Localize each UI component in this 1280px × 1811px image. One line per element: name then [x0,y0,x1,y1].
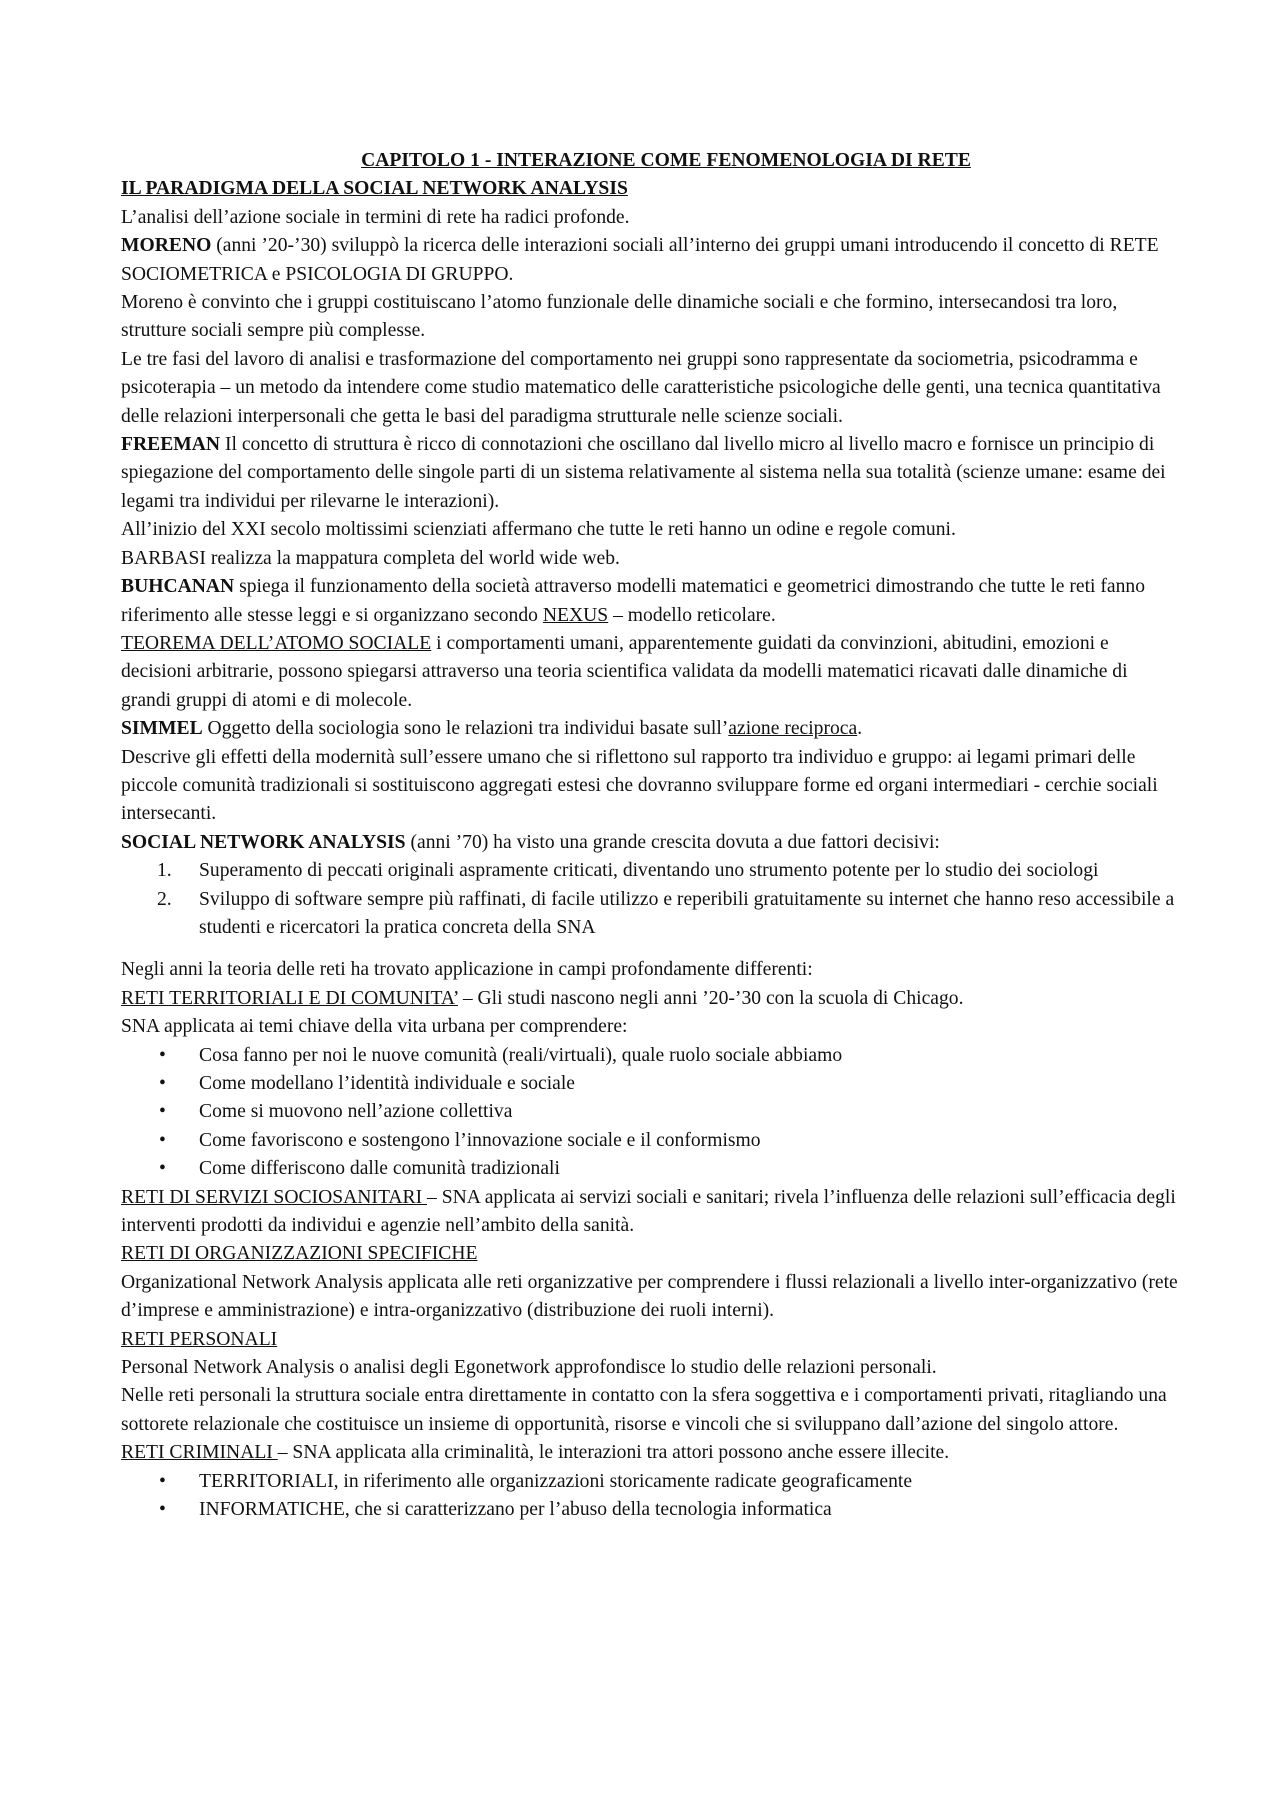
list-item [121,857,1181,885]
list-item [121,1042,1181,1070]
list-item-text: INFORMATICHE, che si caratterizzano per l’abuso della tecnologia informatica [199,1499,832,1521]
bullet-icon: • [159,1101,166,1123]
buhcanan-text: spiega il funzionamento della società attraverso modelli matematici e geometrici dimostrando che tutte le reti fanno riferimento alle stesse leggi e si organizzano secondo [121,576,1146,626]
paragraph-buhcanan [121,573,1181,630]
sna-name: SOCIAL NETWORK ANALYSIS [121,831,406,853]
bullet-icon: • [159,1073,166,1094]
list-item-text: Come differiscono dalle comunità tradizionali [199,1158,560,1180]
paragraph-freeman [121,431,1181,516]
list-item-text: Come favoriscono e sostengono l’innovazione sociale e il conformismo [199,1129,761,1151]
simmel-text: Oggetto della sociologia sono le relazioni tra individui basate sull’ [202,718,729,740]
list-item-text: Cosa fanno per noi le nuove comunità (reali/virtuali), quale ruolo sociale abbiamo [199,1044,843,1066]
list-item-text: Come si muovono nell’azione collettiva [199,1101,513,1123]
reti-criminali-text: – SNA applicata alla criminalità, le interazioni tra attori possono anche essere illecite. [277,1442,950,1464]
reti-criminali-label: RETI CRIMINALI [121,1442,278,1464]
paragraph-personali-1: Personal Network Analysis o analisi degli Egonetwork approfondisce lo studio delle relazioni personali. [121,1357,937,1379]
bullet-icon: • [159,1470,166,1492]
author-name-moreno: MORENO [121,235,212,257]
bullet-icon: • [159,1129,166,1151]
teorema-label: TEOREMA DELL’ATOMO SOCIALE [121,632,432,654]
list-item [121,1070,1181,1098]
list-item-text: TERRITORIALI, in riferimento alle organizzazioni storicamente radicate geograficamente [199,1470,913,1492]
paragraph-reti-servizi [121,1184,1181,1241]
list-marker: 2. [157,888,172,910]
moreno-text: (anni ’20-’30) sviluppò la ricerca delle interazioni sociali all’interno dei gruppi umani introducendo il concetto di RETE SOCIOMETRICA e PSICOLOGIA DI GRUPPO. [121,235,1159,285]
sna-text: (anni ’70) ha visto una grande crescita dovuta a due fattori decisivi: [405,831,940,853]
paragraph-organizzazioni: Organizational Network Analysis applicata alle reti organizzative per comprendere i flussi relazionali a livello inter-organizzativo (rete d’imprese e amministrazione) e intra-organizzativo (distribuzione dei ruoli interni). [121,1271,1178,1322]
paragraph-moreno [121,232,1181,289]
paragraph-fasi: Le tre fasi del lavoro di analisi e trasformazione del comportamento nei gruppi sono rappresentate da sociometria, psicodramma e psicoterapia – un metodo da intendere come studio matematico delle caratteristiche psicologiche delle genti, una tecnica quantitativa delle relazioni interpersonali che getta le basi del paradigma strutturale nelle scienze sociali. [121,348,1161,427]
list-item [121,1496,1181,1524]
list-item [121,1127,1181,1155]
page-title: CAPITOLO 1 - INTERAZIONE COME FENOMENOLOGIA DI RETE [361,150,971,171]
reti-servizi-text: – SNA applicata ai servizi sociali e sanitari; rivela l’influenza delle relazioni sull’efficacia degli interventi prodotti da individui e agenzie nell’ambito della sanità. [121,1186,1176,1237]
bullet-icon: • [159,1158,166,1180]
reti-personali-label: RETI PERSONALI [121,1328,278,1350]
urban-themes-list [121,1042,1181,1184]
author-name-simmel: SIMMEL [121,718,203,740]
simmel-after: . [857,718,863,740]
list-item [121,1468,1181,1496]
bullet-icon: • [159,1044,166,1066]
nexus-term: NEXUS [542,604,609,626]
criminal-networks-list [121,1468,1181,1525]
freeman-text: Il concetto di struttura è ricco di connotazioni che oscillano dal livello micro al livello macro e fornisce un principio di spiegazione del comportamento delle singole parti di un sistema relativamente al sistema nella sua totalità (scienze umane: esame dei legami tra individui per rilevarne le interazioni). [121,434,1166,512]
factors-list [121,857,1181,942]
author-name-buhcanan: BUHCANAN [121,576,235,598]
paragraph-personali-2: Nelle reti personali la struttura sociale entra direttamente in contatto con la sfera soggettiva e i comportamenti privati, ritagliando una sottorete relazionale che costituisce un insieme di opportunità, risorse e vincoli che si sviluppano dall’azione del singolo attore. [121,1385,1167,1435]
list-marker: 1. [157,860,172,882]
bullet-icon: • [159,1499,166,1521]
paragraph-moreno-2: Moreno è convinto che i gruppi costituiscano l’atomo funzionale delle dinamiche sociali e che formino, intersecandosi tra loro, strutture sociali sempre più complesse. [121,292,1118,342]
list-item [121,886,1181,943]
paragraph-campi: Negli anni la teoria delle reti ha trovato applicazione in campi profondamente differenti: [121,959,813,981]
paragraph-sna-urbana: SNA applicata ai temi chiave della vita urbana per comprendere: [121,1016,628,1038]
paragraph-sna [121,829,1181,857]
paragraph-simmel [121,715,1181,743]
list-item [121,1155,1181,1183]
teorema-text: i comportamenti umani, apparentemente guidati da convinzioni, abitudini, emozioni e decisioni arbitrarie, possono spiegarsi attraverso una teoria scientifica validata da modelli matematici ricavati dalle dinamiche di grandi gruppi di atomi e di molecole. [121,632,1128,711]
spacer [121,942,1181,956]
reti-organizzazioni-label: RETI DI ORGANIZZAZIONI SPECIFICHE [121,1243,478,1265]
reti-servizi-label: RETI DI SERVIZI SOCIOSANITARI [121,1186,427,1208]
reti-territoriali-text: – Gli studi nascono negli anni ’20-’30 con la scuola di Chicago. [457,987,964,1009]
list-item [121,1098,1181,1126]
paragraph-intro: L’analisi dell’azione sociale in termini di rete ha radici profonde. [121,206,630,228]
document-page [121,147,1181,1525]
buhcanan-after: – modello reticolare. [608,604,776,626]
section-heading: IL PARADIGMA DELLA SOCIAL NETWORK ANALYSIS [121,178,628,200]
author-name-freeman: FREEMAN [121,434,221,456]
reti-territoriali-label: RETI TERRITORIALI E DI COMUNITA’ [121,987,458,1009]
paragraph-modernita: Descrive gli effetti della modernità sull’essere umano che si riflettono sul rapporto tra individuo e gruppo: ai legami primari delle piccole comunità tradizionali si sostituiscono aggregati estesi che dovranno sviluppare forme ed organi intermediari - cerchie sociali intersecanti. [121,746,1158,825]
paragraph-reti-criminali [121,1439,1181,1467]
paragraph-reti-territoriali [121,985,1181,1013]
list-item-text: Superamento di peccati originali aspramente criticati, diventando uno strumento potente per lo studio dei sociologi [199,860,1099,882]
list-item-text: Sviluppo di software sempre più raffinati, di facile utilizzo e reperibili gratuitamente su internet che hanno reso accessibile a studenti e ricercatori la pratica concreta della SNA [199,888,1175,938]
azione-reciproca-term: azione reciproca [728,718,858,740]
list-item-text: Come modellano l’identità individuale e sociale [199,1073,575,1094]
paragraph-barbasi: BARBASI realizza la mappatura completa del world wide web. [121,547,620,569]
paragraph-teorema [121,630,1181,715]
paragraph-xxi-secolo: All’inizio del XXI secolo moltissimi scienziati affermano che tutte le reti hanno un odine e regole comuni. [121,519,956,541]
